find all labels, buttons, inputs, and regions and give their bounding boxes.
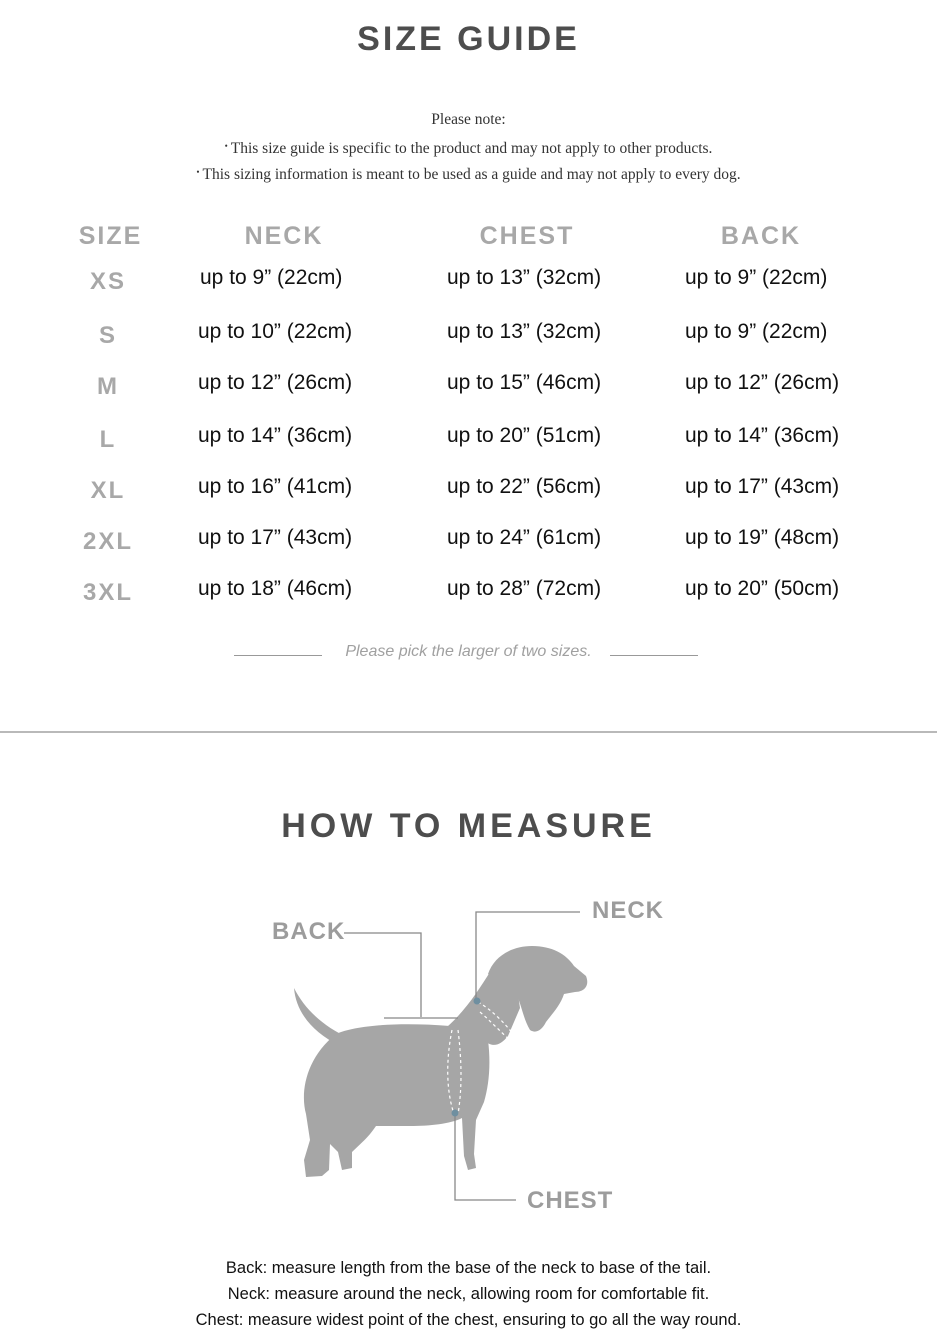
- dog-diagram: [0, 880, 937, 1220]
- table-row: [0, 320, 937, 354]
- back-cell: up to 14” (36cm): [685, 424, 840, 447]
- notes-block: [0, 107, 937, 185]
- pick-note: Please pick the larger of two sizes.: [345, 643, 592, 660]
- header-neck: NECK: [244, 222, 324, 250]
- neck-cell: up to 12” (26cm): [198, 371, 353, 394]
- table-row: [0, 577, 937, 611]
- chest-cell: up to 20” (51cm): [447, 424, 602, 447]
- size-cell: XS: [89, 268, 126, 295]
- instruction-back: Back: measure length from the base of the neck to base of the tail.: [225, 1259, 712, 1277]
- note-text: This size guide is specific to the product and may not apply to other products.: [230, 140, 713, 157]
- label-neck: NECK: [592, 897, 665, 924]
- neck-point-icon: [474, 998, 481, 1005]
- back-cell: up to 19” (48cm): [685, 526, 840, 549]
- chest-cell: up to 22” (56cm): [447, 475, 602, 498]
- back-cell: up to 12” (26cm): [685, 371, 840, 394]
- chest-cell: up to 15” (46cm): [447, 371, 602, 394]
- chest-cell: up to 13” (32cm): [447, 320, 602, 343]
- how-to-measure-title: HOW TO MEASURE: [281, 807, 656, 845]
- table-row: [0, 424, 937, 458]
- size-cell: 3XL: [82, 579, 133, 606]
- size-guide-title: SIZE GUIDE: [357, 20, 580, 58]
- chest-point-icon: [452, 1110, 459, 1117]
- instruction-neck: Neck: measure around the neck, allowing room for comfortable fit.: [227, 1285, 710, 1303]
- header-chest: CHEST: [479, 222, 575, 250]
- chest-cell: up to 24” (61cm): [447, 526, 602, 549]
- back-cell: up to 17” (43cm): [685, 475, 840, 498]
- note-item: [0, 159, 937, 185]
- note-heading: Please note:: [431, 111, 506, 128]
- label-back: BACK: [272, 918, 346, 945]
- back-cell: up to 20” (50cm): [685, 577, 840, 600]
- pick-note-rule-right: [610, 655, 698, 656]
- table-row: [0, 475, 937, 509]
- header-back: BACK: [720, 222, 802, 250]
- table-row: [0, 526, 937, 560]
- neck-cell: up to 10” (22cm): [198, 320, 353, 343]
- dog-silhouette-icon: [294, 946, 587, 1177]
- neck-cell: up to 14” (36cm): [198, 424, 353, 447]
- note-item: [0, 133, 937, 159]
- bullet-icon: •: [224, 141, 228, 151]
- table-row: [0, 371, 937, 405]
- neck-cell: up to 17” (43cm): [198, 526, 353, 549]
- size-cell: L: [99, 426, 117, 453]
- size-cell: S: [98, 322, 117, 349]
- instruction-chest: Chest: measure widest point of the chest, ensuring to go all the way round.: [195, 1311, 742, 1329]
- neck-cell: up to 9” (22cm): [200, 266, 343, 289]
- chest-cell: up to 13” (32cm): [447, 266, 602, 289]
- size-cell: XL: [90, 477, 126, 504]
- back-cell: up to 9” (22cm): [685, 266, 828, 289]
- label-chest: CHEST: [527, 1187, 614, 1214]
- neck-cell: up to 16” (41cm): [198, 475, 353, 498]
- neck-cell: up to 18” (46cm): [198, 577, 353, 600]
- bullet-icon: •: [196, 167, 200, 177]
- chest-cell: up to 28” (72cm): [447, 577, 602, 600]
- note-text: This sizing information is meant to be used as a guide and may not apply to every dog.: [202, 166, 741, 183]
- size-cell: 2XL: [82, 528, 133, 555]
- size-cell: M: [97, 373, 119, 400]
- section-divider: [0, 731, 937, 733]
- header-size: SIZE: [78, 222, 143, 250]
- table-row: [0, 266, 937, 300]
- back-cell: up to 9” (22cm): [685, 320, 828, 343]
